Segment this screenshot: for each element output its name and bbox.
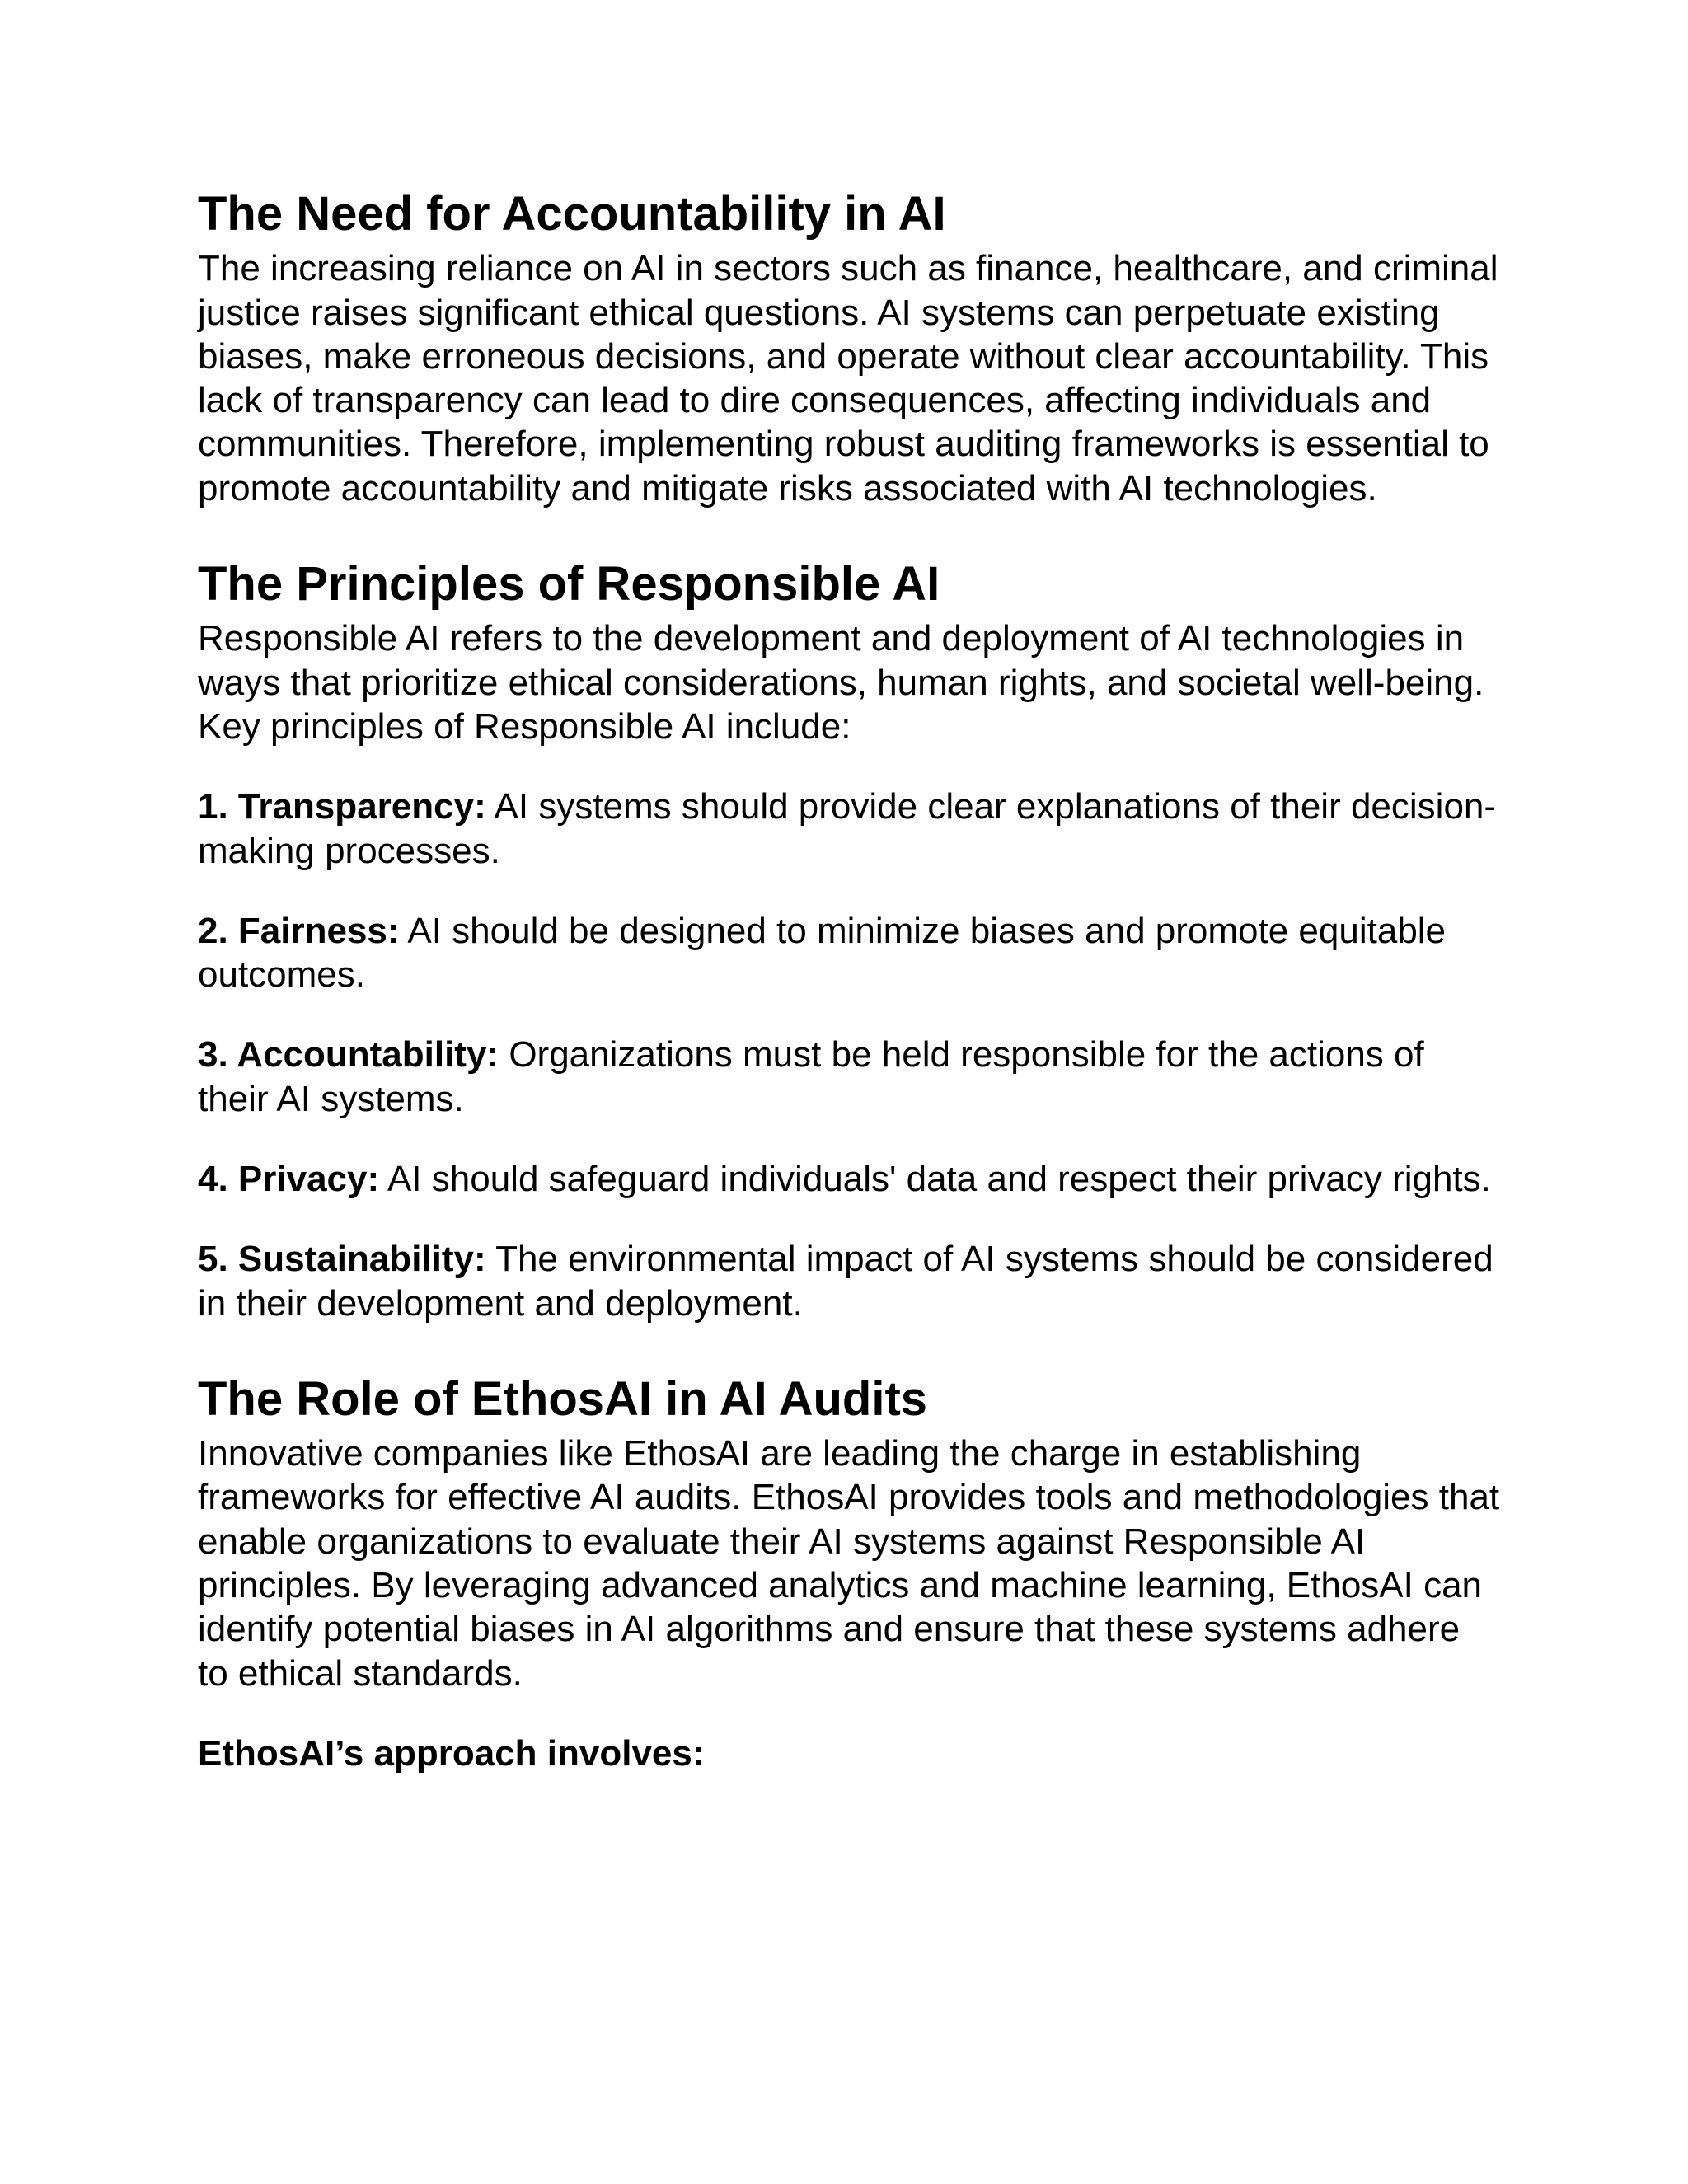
principle-item <box>198 1157 1500 1201</box>
principle-item <box>198 909 1500 997</box>
section-heading: The Need for Accountability in AI <box>198 187 946 241</box>
principle-label: 3. Accountability: <box>198 1034 499 1076</box>
document-page <box>198 186 1500 1821</box>
section-accountability <box>198 186 1500 510</box>
section-heading: The Role of EthosAI in AI Audits <box>198 1371 928 1426</box>
section-heading: The Principles of Responsible AI <box>198 557 940 612</box>
principle-text: AI systems should provide clear explanations of their decision-making processes. <box>198 786 1497 871</box>
principle-item <box>198 785 1500 873</box>
principle-text: AI should be designed to minimize biases and promote equitable outcomes. <box>198 910 1447 996</box>
section-body: Responsible AI refers to the development and deployment of AI technologies in ways that prioritize ethical considerations, human rights, and societal well-being. Key principles of Responsible AI include: <box>198 618 1484 747</box>
principle-label: 4. Privacy: <box>198 1158 380 1199</box>
principle-item <box>198 1033 1500 1121</box>
principle-text: Organizations must be held responsible for the actions of their AI systems. <box>198 1034 1424 1119</box>
principle-text: The environmental impact of AI systems should be considered in their development and deployment. <box>198 1239 1493 1324</box>
principle-item <box>198 1237 1500 1325</box>
section-ethosai <box>198 1371 1500 1775</box>
section-body: Innovative companies like EthosAI are leading the charge in establishing frameworks for effective AI audits. EthosAI provides tools and methodologies that enable organizations to evaluate their AI systems against Responsible AI principles. By leveraging advanced analytics and machine learning, EthosAI can identify potential biases in AI algorithms and ensure that these systems adhere to ethical standards. <box>198 1433 1500 1694</box>
principle-label: 1. Transparency: <box>198 786 486 827</box>
principles-list <box>198 785 1500 1325</box>
principle-label: 5. Sustainability: <box>198 1239 486 1280</box>
section-body: The increasing reliance on AI in sectors such as finance, healthcare, and criminal justice raises significant ethical questions. AI systems can perpetuate existing biases, make erroneous decisions, and operate without clear accountability. This lack of transparency can lead to dire consequences, affecting individuals and communities. Therefore, implementing robust auditing frameworks is essential to promote accountability and mitigate risks associated with AI technologies. <box>198 248 1498 509</box>
section-principles <box>198 556 1500 1325</box>
principle-label: 2. Fairness: <box>198 910 400 951</box>
principle-text: AI should safeguard individuals' data and respect their privacy rights. <box>387 1158 1491 1199</box>
approach-label: EthosAI’s approach involves: <box>198 1732 705 1774</box>
